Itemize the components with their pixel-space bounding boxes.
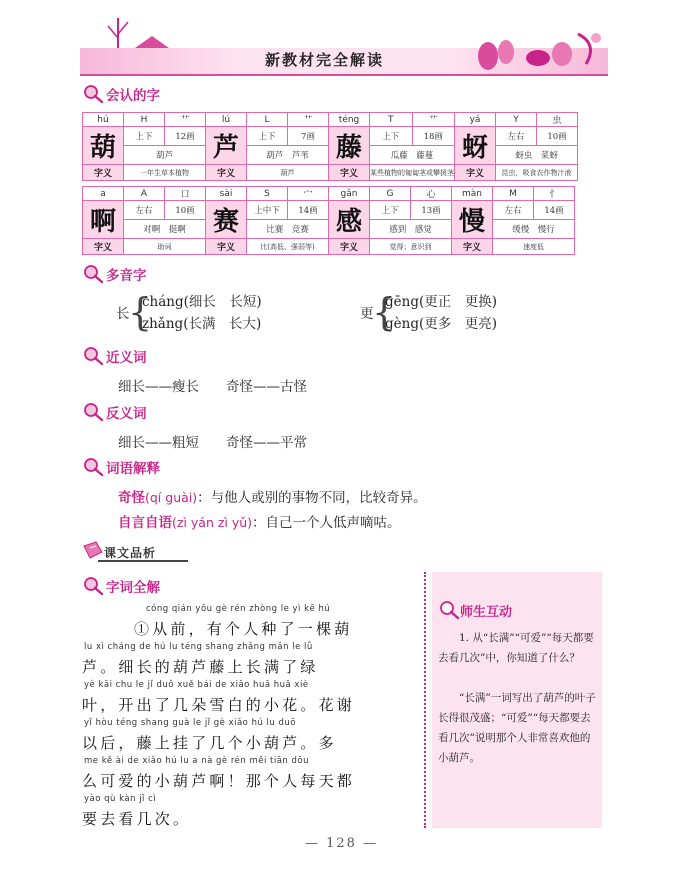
radical: 忄 — [534, 187, 575, 201]
poly-char-geng: 更 — [360, 306, 374, 322]
meaning: 比(高低、强弱等) — [247, 239, 329, 255]
section-recognize — [82, 84, 160, 104]
reading-line — [82, 794, 422, 832]
glossary-item — [118, 486, 427, 506]
magnifier-icon — [82, 264, 104, 284]
pinyin: màn — [452, 187, 493, 201]
strokes: 12画 — [165, 127, 206, 146]
char-table-1 — [82, 112, 578, 181]
letter: G — [370, 187, 411, 201]
meaning-label: 字义 — [455, 165, 496, 181]
strokes: 13画 — [411, 201, 452, 220]
glossary-definition: ：自己一个人低声嘀咕。 — [252, 515, 401, 531]
character: 赛 — [206, 201, 247, 239]
magnifier-icon — [82, 576, 104, 596]
structure: 上下 — [247, 127, 288, 146]
glossary-item — [118, 511, 401, 531]
words: 葫芦 芦苇 — [247, 146, 329, 165]
words: 缓慢 慢行 — [493, 220, 575, 239]
meaning-label: 字义 — [206, 239, 247, 255]
meaning: 速度低 — [493, 239, 575, 255]
section-title: 师生互动 — [460, 604, 513, 620]
banner-title: 课文品析 — [104, 546, 157, 560]
meaning-label: 字义 — [83, 165, 124, 181]
poly-reading: zhǎng(长满 长大) — [142, 316, 262, 332]
character: 藤 — [329, 127, 370, 165]
pinyin: téng — [329, 113, 370, 127]
letter: S — [247, 187, 288, 201]
words: 对啊 挺啊 — [124, 220, 206, 239]
strokes: 14画 — [288, 201, 329, 220]
structure: 上下 — [124, 127, 165, 146]
magnifier-icon — [82, 402, 104, 422]
structure: 上中下 — [247, 201, 288, 220]
character: 感 — [329, 201, 370, 239]
reading-pinyin: lu xì cháng de hú lu téng shang zhǎng mǎn le lǜ — [84, 642, 313, 652]
meaning: 觉得；意识到 — [370, 239, 452, 255]
brace-icon: { — [128, 290, 153, 334]
meaning-label: 字义 — [329, 165, 370, 181]
magnifier-icon — [82, 457, 104, 477]
reading-line — [82, 642, 422, 680]
synonyms-line: 细长——瘦长 奇怪——古怪 — [118, 379, 307, 395]
interaction-answer: “长满”一词写出了葫芦的叶子长得很茂盛；“可爱”“每天都要去看几次”说明那个人非常喜欢他的小葫芦。 — [438, 692, 596, 764]
book-icon — [82, 540, 104, 562]
meaning: 葫芦 — [247, 165, 329, 181]
strokes: 7画 — [288, 127, 329, 146]
words: 葫芦 — [124, 146, 206, 165]
magnifier-icon — [82, 346, 104, 366]
reading-text: 芦。细长的葫芦藤上长满了绿 — [82, 658, 319, 676]
letter: A — [124, 187, 165, 201]
page-header — [80, 8, 608, 80]
meaning: 一年生草本植物 — [124, 165, 206, 181]
structure: 左右 — [493, 201, 534, 220]
letter: H — [124, 113, 165, 127]
structure: 左右 — [496, 127, 537, 146]
structure: 上下 — [370, 201, 411, 220]
words: 感到 感觉 — [370, 220, 452, 239]
meaning: 助词 — [124, 239, 206, 255]
section-title: 会认的字 — [106, 88, 160, 104]
reading-line — [82, 680, 422, 718]
section-polyphonic — [82, 264, 147, 284]
reading-text: 么可爱的小葫芦啊！那个人每天都 — [82, 772, 356, 790]
pinyin: a — [83, 187, 124, 201]
strokes: 18画 — [412, 127, 455, 146]
pinyin: hú — [83, 113, 124, 127]
glossary-word: 奇怪 — [118, 490, 145, 506]
section-synonyms — [82, 346, 147, 366]
poly-reading: gèng(更多 更亮) — [385, 316, 498, 332]
section-title: 多音字 — [106, 268, 147, 284]
structure: 上下 — [370, 127, 413, 146]
strokes: 14画 — [534, 201, 575, 220]
reading-line — [82, 604, 422, 642]
pinyin: gǎn — [329, 187, 370, 201]
letter: Y — [496, 113, 537, 127]
magnifier-icon — [438, 600, 460, 620]
radical: 艹 — [165, 113, 206, 127]
character: 芦 — [206, 127, 247, 165]
section-word-analysis — [82, 576, 160, 596]
section-interaction — [438, 600, 512, 620]
section-antonyms — [82, 402, 147, 422]
words: 蚜虫 菜蚜 — [496, 146, 578, 165]
words: 瓜藤 藤蔓 — [370, 146, 455, 165]
char-table-2 — [82, 186, 575, 255]
brace-icon: { — [372, 290, 397, 334]
character: 蚜 — [455, 127, 496, 165]
column-divider — [424, 572, 426, 828]
reading-pinyin: me kě ài de xiǎo hú lu a nà gè rén měi tiān dōu — [84, 756, 310, 766]
meaning-label: 字义 — [452, 239, 493, 255]
words: 比赛 竞赛 — [247, 220, 329, 239]
letter: M — [493, 187, 534, 201]
reading-pinyin: yǐ hòu téng shang guà le jǐ gè xiǎo hú lu duō — [84, 718, 296, 728]
reading-pinyin: cóng qián yǒu gè rén zhòng le yì kē hú — [146, 604, 331, 614]
radical: 虫 — [537, 113, 578, 127]
glossary-pinyin: (zì yán zì yǔ) — [172, 515, 253, 530]
section-title: 字词全解 — [106, 580, 160, 596]
reading-text: 叶，开出了几朵雪白的小花。花谢 — [82, 696, 356, 714]
antonyms-line: 细长——粗短 奇怪——平常 — [118, 435, 307, 451]
reading-line — [82, 718, 422, 756]
strokes: 10画 — [165, 201, 206, 220]
radical: 艹 — [288, 113, 329, 127]
glossary-word: 自言自语 — [118, 515, 172, 531]
structure: 左右 — [124, 201, 165, 220]
leaves-decoration — [458, 14, 608, 74]
radical: 口 — [165, 187, 206, 201]
section-title: 近义词 — [106, 350, 147, 366]
meaning-label: 字义 — [329, 239, 370, 255]
reading-pinyin: yào qù kàn jǐ cì — [84, 794, 157, 804]
reading-text: 以后，藤上挂了几个小葫芦。多 — [82, 734, 337, 752]
interaction-box — [432, 572, 602, 828]
character: 慢 — [452, 201, 493, 239]
meaning: 昆虫，吸食农作物汁液 — [496, 165, 578, 181]
section-title: 反义词 — [106, 406, 147, 422]
reading-pinyin: yè kāi chu le jǐ duǒ xuě bái de xiǎo huā huā xiè — [84, 680, 309, 690]
banner-underline — [98, 560, 188, 562]
section-title: 词语解释 — [106, 461, 160, 477]
strokes: 10画 — [537, 127, 578, 146]
header-title: 新教材完全解读 — [265, 51, 385, 69]
meaning: 某些植物的匍匐茎或攀援茎 — [370, 165, 455, 181]
radical: 艹 — [412, 113, 455, 127]
pinyin: lú — [206, 113, 247, 127]
glossary-definition: ：与他人或别的事物不同，比较奇异。 — [197, 490, 427, 506]
reading-passage — [82, 604, 422, 832]
reading-text: 要去看几次。 — [82, 810, 192, 828]
radical: 心 — [411, 187, 452, 201]
section-glossary — [82, 457, 160, 477]
reading-text: ①从前，有个人种了一棵葫 — [134, 620, 353, 638]
pinyin: yá — [455, 113, 496, 127]
letter: L — [247, 113, 288, 127]
interaction-question: 1. 从“长满”“可爱”“每天都要去看几次”中，你知道了什么？ — [438, 632, 594, 664]
character: 葫 — [83, 127, 124, 165]
letter: T — [370, 113, 413, 127]
meaning-label: 字义 — [83, 239, 124, 255]
text-analysis-banner — [82, 540, 312, 566]
magnifier-icon — [82, 84, 104, 104]
meaning-label: 字义 — [206, 165, 247, 181]
radical: 宀 — [288, 187, 329, 201]
poly-reading: gēng(更正 更换) — [385, 294, 498, 310]
pinyin: sài — [206, 187, 247, 201]
reading-line — [82, 756, 422, 794]
poly-reading: cháng(细长 长短) — [142, 294, 262, 310]
character: 啊 — [83, 201, 124, 239]
header-rule — [80, 74, 608, 76]
page-number: — 128 — — [305, 836, 379, 851]
poly-char-chang: 长 — [116, 306, 130, 322]
glossary-pinyin: (qí guài) — [145, 490, 198, 505]
